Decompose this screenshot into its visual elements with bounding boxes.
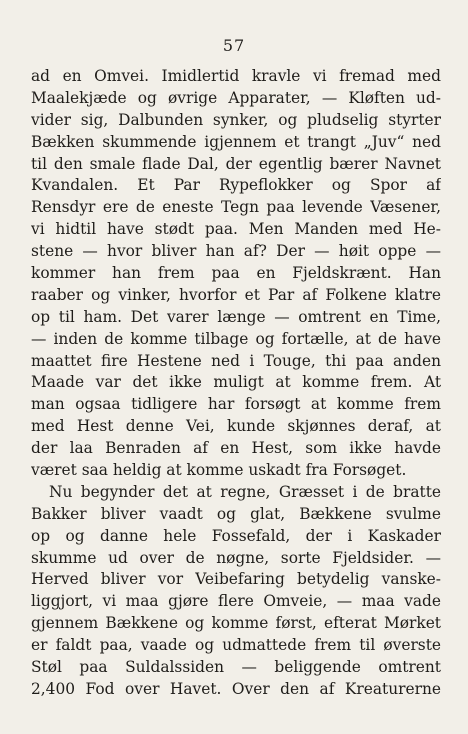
- text-line: Bakker bliver vaadt og glat, Bækkene svulme: [31, 504, 441, 523]
- text-line: Kvandalen. Et Par Rypeflokker og Spor af: [31, 176, 441, 195]
- text-line: liggjort, vi maa gjøre flere Omveie, — maa vade: [31, 592, 441, 611]
- text-line: Herved bliver vor Veibefaring betydelig vanske-: [31, 570, 441, 589]
- text-line: raaber og vinker, hvorfor et Par af Folkene klatre: [31, 285, 441, 304]
- page-number: 57: [222, 36, 246, 55]
- text-line: vider sig, Dalbunden synker, og pludselig styrter: [31, 110, 441, 129]
- text-line: til den smale flade Dal, der egentlig bærer Navnet: [31, 154, 441, 173]
- text-line: 2,400 Fod over Havet. Over den af Kreaturerne: [31, 679, 441, 698]
- text-line: med Hest denne Vei, kunde skjønnes deraf, at: [31, 417, 441, 436]
- text-line: kommer han frem paa en Fjeldskrænt. Han: [31, 264, 441, 283]
- text-line: Maalekjæde og øvrige Apparater, — Kløften ud-: [31, 88, 441, 107]
- text-line: været saa heldig at komme uskadt fra Forsøget.: [31, 461, 407, 480]
- body-text: [31, 66, 441, 701]
- text-line: man ogsaa tidligere har forsøgt at komme frem: [31, 395, 441, 414]
- text-line: maattet fire Hestene ned i Touge, thi paa anden: [31, 351, 441, 370]
- text-line: Nu begynder det at regne, Græsset i de bratte: [49, 482, 441, 501]
- text-line: ad en Omvei. Imidlertid kravle vi fremad med: [31, 67, 441, 85]
- text-line: Bækken skummende igjennem et trangt „Juv“ ned: [31, 132, 441, 151]
- text-line: skumme ud over de nøgne, sorte Fjeldsider. —: [31, 548, 441, 567]
- text-line: der laa Benraden af en Hest, som ikke havde: [31, 439, 441, 458]
- text-line: op til ham. Det varer længe — omtrent en Time,: [31, 307, 441, 326]
- text-line: Maade var det ikke muligt at komme frem. At: [31, 373, 441, 392]
- text-line: er faldt paa, vaade og udmattede frem til øverste: [31, 636, 441, 655]
- text-line: stene — hvor bliver han af? Der — høit oppe —: [31, 242, 441, 261]
- text-line: op og danne hele Fossefald, der i Kaskader: [31, 526, 441, 545]
- text-line: Rensdyr ere de eneste Tegn paa levende Væsener,: [31, 198, 441, 217]
- text-line: gjennem Bækkene og komme først, efterat Mørket: [31, 614, 441, 633]
- text-line: vi hidtil have stødt paa. Men Manden med He-: [31, 220, 441, 239]
- text-line: — inden de komme tilbage og fortælle, at de have: [31, 329, 441, 348]
- text-line: Støl paa Suldalssiden — beliggende omtrent: [31, 658, 441, 677]
